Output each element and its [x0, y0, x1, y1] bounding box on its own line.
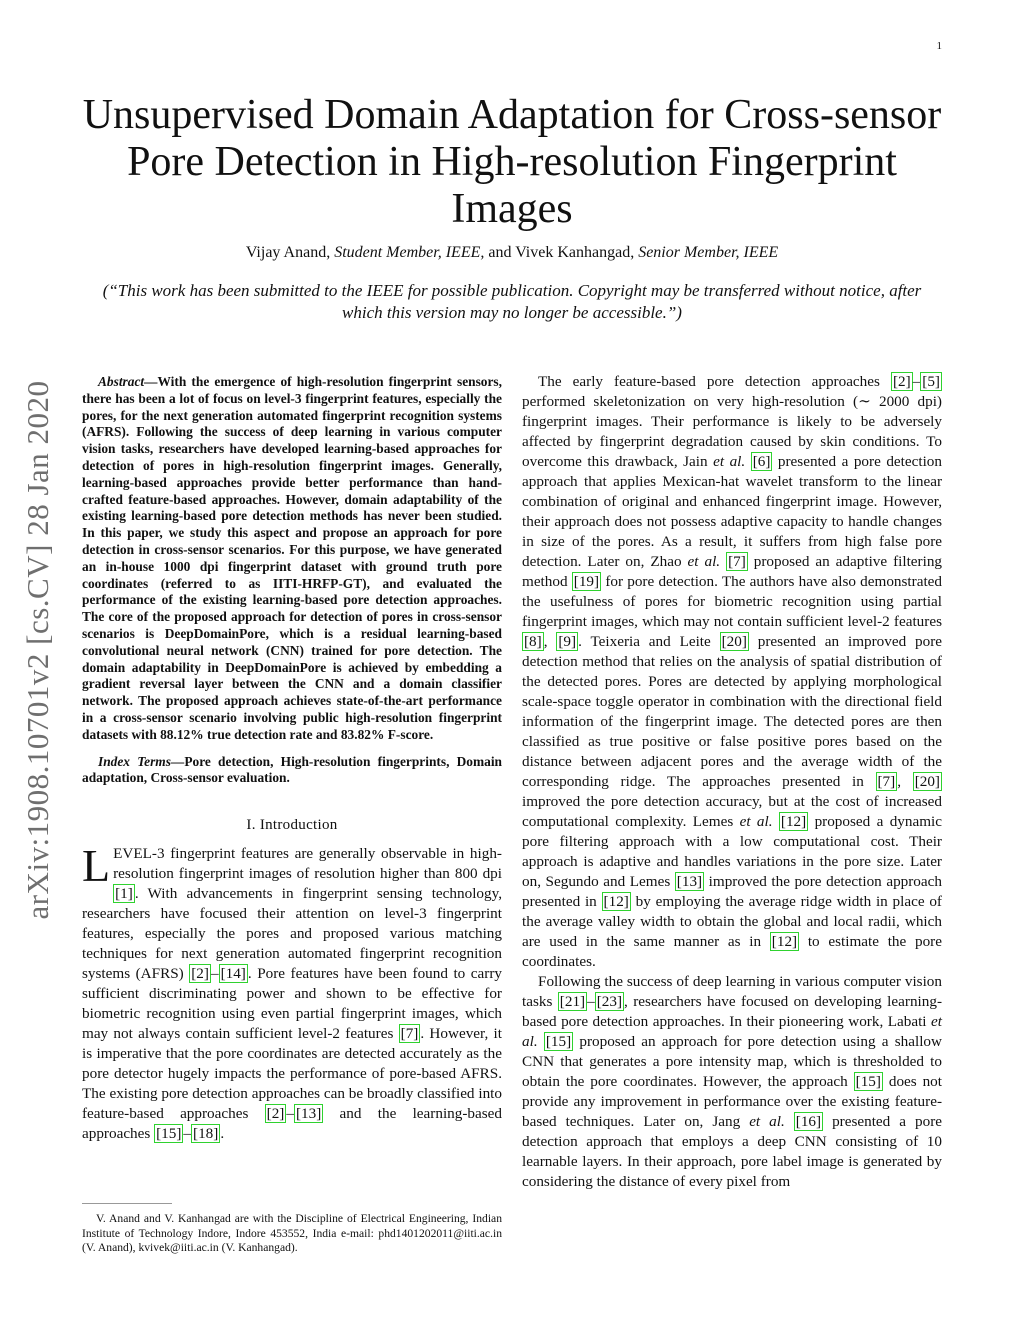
body-text: performed skeletonization on very high-resolution (∼ 2000 dpi) fingerprint images. Their performance is likely to be adversely affected by fingerprint degradation caused by skin conditions. To overcome this drawback, Jain: [522, 393, 942, 470]
body-text: presented an improved pore detection method that relies on the analysis of spatial distribution of the detected pores. Pores are detected by applying morphological scale-space toggle operator in combination with the directional field information of the fingerprint image. The detected pores are then classified as true positive or false positive pores based on the distance between adjacent pores and the average width of the corresponding ridge. The approaches presented in: [522, 633, 943, 790]
footnote-rule: [82, 1203, 172, 1204]
citation-link[interactable]: [2]: [266, 1105, 285, 1123]
citation-link[interactable]: [8]: [524, 633, 542, 650]
citation-link[interactable]: [1]: [115, 885, 133, 903]
intro-text: –: [286, 1105, 294, 1123]
body-text: presented a pore detection approach that applies Mexican-hat wavelet transform to the linear combination of original and enhanced fingerprint image. However, their approach does not possess adaptive capacity to handle changes in size of the pores. As a result, it suffers from high false pore detection. Later on, Zhao: [522, 453, 942, 570]
body-text: ,: [543, 633, 557, 650]
citation-link[interactable]: [7]: [728, 553, 746, 570]
intro-paragraph: [82, 840, 502, 1144]
citation-link[interactable]: [12]: [771, 933, 798, 950]
intro-text: –: [183, 1125, 192, 1143]
body-text: by employing the average ridge width in place of the average valley width to obtain the global and local radii, which are used in the same manner as in: [522, 893, 942, 950]
index-terms: [82, 754, 502, 788]
index-terms-text: Pore detection, High-resolution fingerprints, Domain adaptation, Cross-sensor evaluation.: [82, 753, 503, 786]
et-al: et al.: [749, 1113, 785, 1130]
body-text: for pore detection. The authors have also demonstrated the usefulness of pores for biometric recognition using partial fingerprint images, which may not contain sufficient level-2 features: [522, 573, 942, 630]
author-2-role: Senior Member, IEEE: [638, 244, 779, 261]
body-text: does not provide any improvement in performance over the existing feature-based techniques. Later on, Jang: [522, 1073, 942, 1130]
citation-link[interactable]: [5]: [922, 373, 940, 390]
paragraph-learning-based: [522, 972, 942, 1192]
body-text: , researchers have focused on developing learning-based pore detection approaches. In their pioneering work, Labati: [522, 993, 942, 1030]
citation-link[interactable]: [7]: [877, 773, 896, 790]
citation-link[interactable]: [20]: [721, 633, 747, 650]
author-2-name: Vivek Kanhangad,: [515, 244, 635, 261]
et-al: et al.: [713, 453, 746, 470]
citation-link[interactable]: [19]: [573, 573, 600, 590]
intro-text: . Pore features have been found to carry sufficient discriminating power and shown to be effective for biometric recognition using even partial fingerprint images, which may not always contain sufficient level-2 features: [82, 965, 502, 1043]
author-conjunction: and: [488, 244, 512, 261]
citation-link[interactable]: [16]: [795, 1113, 822, 1130]
arxiv-identifier: arXiv:1908.10701v2 [cs.CV] 28 Jan 2020: [20, 380, 55, 920]
et-al: et al.: [739, 813, 773, 830]
citation-link[interactable]: [7]: [400, 1025, 419, 1043]
author-line: [82, 244, 942, 262]
citation-link[interactable]: [13]: [676, 873, 703, 890]
intro-text: –: [210, 965, 219, 983]
section-heading-introduction: I. Introduction: [246, 817, 338, 834]
body-text: to estimate the pore coordinates.: [522, 933, 942, 970]
citation-link[interactable]: [21]: [559, 993, 586, 1010]
left-column: [82, 374, 502, 1144]
citation-link[interactable]: [13]: [295, 1105, 322, 1123]
body-text: [785, 1113, 794, 1130]
body-text: The early feature-based pore detection approaches: [538, 373, 891, 390]
footnote: V. Anand and V. Kanhangad are with the Discipline of Electrical Engineering, Indian Institute of Technology Indore, Indore 453552, India e-mail: phd1401202011@iiti.ac.in (V. Anand), kvivek@iiti.ac.in (V. Kanhangad).: [82, 1212, 502, 1255]
intro-text: . With advancements in fingerprint sensing technology, researchers have focused their attention on level-3 fingerprint features, especially the pores and proposed various matching techniques for next generation automated fingerprint recognition systems (AFRS): [82, 885, 502, 983]
body-text: [538, 1033, 544, 1050]
citation-link[interactable]: [18]: [193, 1125, 219, 1143]
citation-link[interactable]: [14]: [220, 965, 246, 983]
author-1-name: Vijay Anand,: [245, 244, 331, 261]
citation-link[interactable]: [15]: [855, 1073, 881, 1090]
author-1-role: Student Member, IEEE,: [334, 244, 485, 261]
index-terms-label: Index Terms—: [98, 753, 185, 769]
citation-link[interactable]: [9]: [558, 633, 577, 650]
et-al: et al.: [522, 1013, 942, 1050]
body-text: ,: [897, 773, 913, 790]
body-text: . Teixeria and Leite: [578, 633, 720, 650]
intro-text: and the learning-based approaches: [82, 1105, 502, 1143]
citation-link[interactable]: [15]: [156, 1125, 182, 1143]
body-text: proposed a dynamic pore filtering approach with a low computational cost. Their approach is adaptive and handles variations in the pore size. Later on, Segundo and Lemes: [522, 813, 942, 890]
intro-text: .: [220, 1125, 225, 1143]
citation-link[interactable]: [23]: [596, 993, 623, 1010]
citation-link[interactable]: [6]: [752, 453, 771, 470]
drop-cap: L: [82, 840, 111, 892]
body-text: proposed an approach for pore detection using a shallow CNN that generates a pore intensity map, which is thresholded to obtain the pore coordinates. However, the approach: [522, 1033, 942, 1090]
citation-link[interactable]: [2]: [892, 373, 911, 390]
intro-text: EVEL-3 fingerprint features are generally observable in high-resolution fingerprint images of resolution higher than 800 dpi: [113, 845, 502, 883]
citation-link[interactable]: [12]: [603, 893, 629, 910]
body-text: [773, 813, 779, 830]
abstract-text: With the emergence of high-resolution fingerprint sensors, there has been a lot of focus on level-3 fingerprint features, especially the pores, for the next generation automated fingerprint recognition systems (AFRS). Following the success of deep learning in various computer vision tasks, researchers have developed learning-based approaches for detection of pores in high-resolution fingerprint images. Generally, learning-based approaches provide better performance than hand-crafted feature-based approaches. However, domain adaptability of the existing learning-based pore detection methods has never been studied. In this paper, we study this aspect and propose an approach for pore detection in cross-sensor scenarios. For this purpose, we have generated an in-house 1000 dpi fingerprint dataset with ground truth pore coordinates (referred to as IITI-HRFP-GT), and evaluated the performance of the existing learning-based pore detection approaches. The core of the proposed approach for detection of pores in cross-sensor scenarios is DeepDomainPore, which is a residual learning-based convolutional neural network (CNN) trained for pore detection. The domain adaptability in DeepDomainPore is achieved by embedding a gradient reversal layer between the CNN and a domain classifier network. The proposed approach achieves state-of-the-art performance in a cross-sensor scenario involving public high-resolution fingerprint datasets with 88.12% true detection rate and 83.82% F-score.: [82, 374, 502, 742]
intro-text: . However, it is imperative that the pore coordinates are detected accurately as the pore detector hugely impacts the performance of pore-based AFRS. The existing pore detection approaches can be broadly classified into feature-based approaches: [82, 1025, 502, 1123]
citation-link[interactable]: [20]: [914, 773, 940, 790]
citation-link[interactable]: [12]: [780, 813, 807, 830]
body-text: improved the pore detection approach presented in: [522, 873, 942, 910]
copyright-notice: (“This work has been submitted to the IEEE for possible publication. Copyright may be transferred without notice, after which this version may no longer be accessible.”): [102, 281, 922, 322]
page-number: 1: [936, 40, 942, 52]
body-text: Following the success of deep learning in various computer vision tasks: [522, 973, 942, 1010]
abstract-label: Abstract—: [98, 374, 158, 389]
right-column: [522, 372, 942, 1192]
citation-link[interactable]: [2]: [191, 965, 209, 983]
body-text: improved the pore detection accuracy, but at the cost of increased computational complexity. Lemes: [522, 793, 942, 830]
citation-link[interactable]: [15]: [545, 1033, 572, 1050]
body-text: presented a pore detection approach that employs a deep CNN consisting of 10 learnable layers. In their approach, pore label image is generated by considering the distance of every pixel from: [522, 1113, 942, 1190]
paragraph-feature-based: [522, 372, 942, 972]
et-al: et al.: [687, 553, 721, 570]
body-text: –: [912, 373, 921, 390]
body-text: proposed an adaptive filtering method: [522, 553, 943, 590]
body-text: –: [587, 993, 595, 1010]
abstract: [82, 374, 502, 744]
paper-title: Unsupervised Domain Adaptation for Cross-sensor Pore Detection in High-resolution Fingerprint Images: [82, 92, 942, 232]
